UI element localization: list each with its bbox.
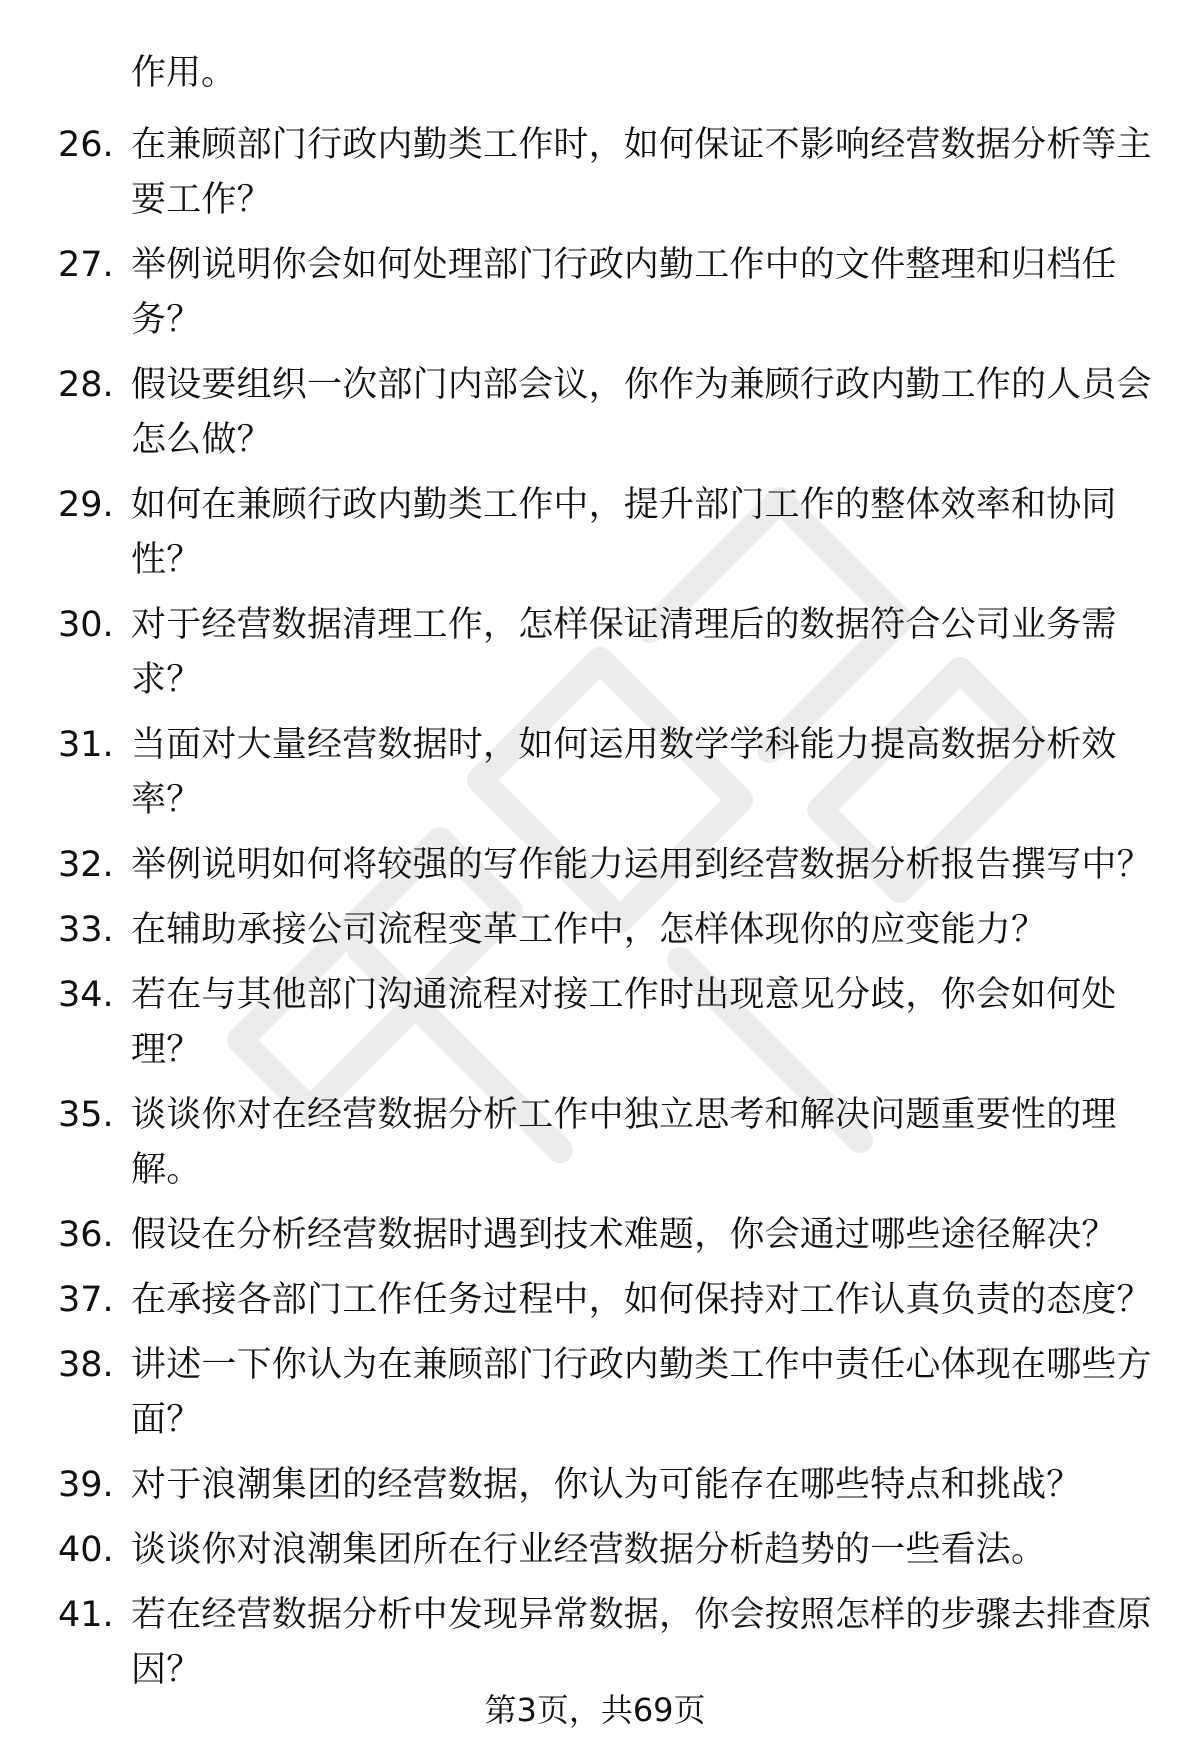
continuation-text: 作用。 [131,53,237,93]
question-item [0,358,1190,468]
question-text: 在辅助承接公司流程变革工作中，怎样体现你的应变能力？ [131,910,1047,950]
question-text: 讲述一下你认为在兼顾部门行政内勤类工作中责任心体现在哪些方面？ [131,1345,1152,1440]
question-item [0,1208,1190,1263]
question-item [0,968,1190,1078]
question-item [0,238,1190,348]
question-number: 39. [58,1465,114,1505]
question-text: 举例说明如何将较强的写作能力运用到经营数据分析报告撰写中？ [131,845,1152,885]
question-item [0,838,1190,893]
question-number: 41. [58,1595,114,1635]
question-item [0,1458,1190,1513]
question-number: 27. [58,245,114,285]
question-text: 谈谈你对浪潮集团所在行业经营数据分析趋势的一些看法。 [131,1530,1047,1570]
question-text: 对于浪潮集团的经营数据，你认为可能存在哪些特点和挑战？ [131,1465,1082,1505]
question-number: 29. [58,485,114,525]
page-footer: 第3页，共69页 [484,1691,706,1729]
question-item [0,478,1190,588]
question-text: 如何在兼顾行政内勤类工作中，提升部门工作的整体效率和协同性？ [131,485,1117,580]
question-text: 当面对大量经营数据时，如何运用数学学科能力提高数据分析效率？ [131,725,1117,820]
question-item [0,1523,1190,1578]
question-number: 34. [58,975,114,1015]
question-item [0,1588,1190,1698]
question-number: 30. [58,605,114,645]
question-item [0,598,1190,708]
question-item [0,1088,1190,1198]
question-number: 32. [58,845,114,885]
question-number: 40. [58,1530,114,1570]
question-text: 假设在分析经营数据时遇到技术难题，你会通过哪些途径解决？ [131,1215,1117,1255]
question-number: 35. [58,1095,114,1135]
question-item [0,1338,1190,1448]
question-text: 在承接各部门工作任务过程中，如何保持对工作认真负责的态度？ [131,1280,1152,1320]
question-number: 33. [58,910,114,950]
question-text: 对于经营数据清理工作，怎样保证清理后的数据符合公司业务需求？ [131,605,1117,700]
question-number: 26. [58,125,114,165]
question-number: 37. [58,1280,114,1320]
question-number: 38. [58,1345,114,1385]
question-list [0,118,1190,1708]
question-item [0,1273,1190,1328]
question-number: 36. [58,1215,114,1255]
question-text: 若在经营数据分析中发现异常数据，你会按照怎样的步骤去排查原因？ [131,1595,1152,1690]
question-text: 谈谈你对在经营数据分析工作中独立思考和解决问题重要性的理解。 [131,1095,1117,1190]
question-item [0,903,1190,958]
question-text: 在兼顾部门行政内勤类工作时，如何保证不影响经营数据分析等主要工作？ [131,125,1152,220]
question-text: 假设要组织一次部门内部会议，你作为兼顾行政内勤工作的人员会怎么做？ [131,365,1152,460]
question-text: 举例说明你会如何处理部门行政内勤工作中的文件整理和归档任务？ [131,245,1117,340]
question-text: 若在与其他部门沟通流程对接工作时出现意见分歧，你会如何处理？ [131,975,1117,1070]
question-item [0,118,1190,228]
question-number: 31. [58,725,114,765]
question-item [0,718,1190,828]
question-number: 28. [58,365,114,405]
